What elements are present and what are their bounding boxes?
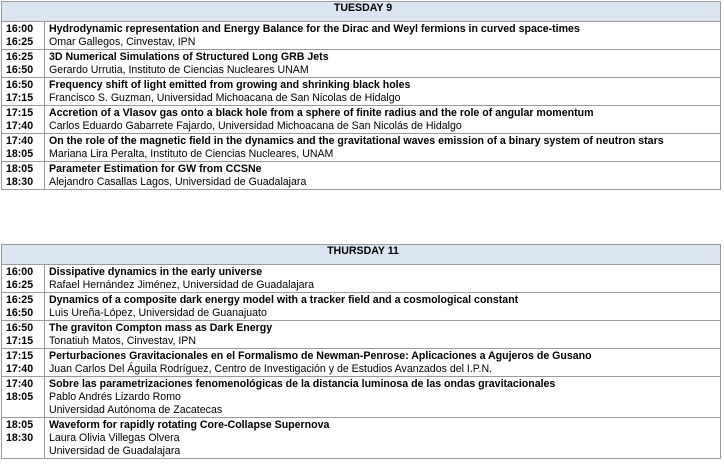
session-row [2,265,721,293]
end-time: 17:40 [6,120,34,132]
day-header-row [2,245,721,265]
end-time: 16:50 [6,64,34,76]
day-title: TUESDAY 9 [2,2,721,22]
tuesday-schedule-table [1,1,721,190]
end-time: 16:25 [6,36,34,48]
session-row [2,106,721,134]
talk-cell [45,162,721,190]
end-time: 18:30 [6,176,34,188]
time-cell [2,377,45,418]
start-time: 17:15 [6,107,34,119]
end-time: 16:50 [6,307,34,319]
end-time: 17:40 [6,363,34,375]
time-cell [2,418,45,459]
talk-speaker: Alejandro Casallas Lagos, Universidad de Guadalajara [49,176,307,188]
talk-title: Dissipative dynamics in the early universe [49,266,263,278]
talk-title: Parameter Estimation for GW from CCSNe [49,163,262,175]
session-row [2,134,721,162]
talk-speaker: Pablo Andrés Lizardo Romo [49,391,181,403]
session-row [2,418,721,459]
session-row [2,162,721,190]
talk-speaker: Rafael Hernández Jiménez, Universidad de Guadalajara [49,279,314,291]
time-cell [2,265,45,293]
time-cell [2,293,45,321]
talk-cell [45,377,721,418]
talk-title: Accretion of a Vlasov gas onto a black hole from a sphere of finite radius and the role of angular momentum [49,107,594,119]
talk-title: Dynamics of a composite dark energy model with a tracker field and a cosmological constant [49,294,519,306]
thursday-schedule-table [1,244,721,459]
time-cell [2,50,45,78]
talk-cell [45,293,721,321]
end-time: 18:30 [6,432,34,444]
end-time: 16:25 [6,279,34,291]
talk-speaker: Laura Olivia Villegas Olvera [49,432,180,444]
talk-speaker: Juan Carlos Del Águila Rodríguez, Centro de Investigación y de Estudios Avanzados del I.P.N. [49,363,493,375]
talk-affiliation: Universidad de Guadalajara [49,445,181,457]
talk-title: Waveform for rapidly rotating Core-Collapse Supernova [49,419,330,431]
start-time: 17:40 [6,135,34,147]
talk-title: The graviton Compton mass as Dark Energy [49,322,273,334]
session-row [2,50,721,78]
time-cell [2,349,45,377]
session-row [2,377,721,418]
start-time: 16:00 [6,266,34,278]
talk-speaker: Carlos Eduardo Gabarrete Fajardo, Universidad Michoacana de San Nicolás de Hidalgo [49,120,462,132]
start-time: 16:50 [6,79,34,91]
talk-cell [45,78,721,106]
talk-cell [45,106,721,134]
session-row [2,349,721,377]
talk-title: On the role of the magnetic field in the dynamics and the gravitational waves emission of a binary system of neutron stars [49,135,664,147]
start-time: 16:00 [6,23,34,35]
session-row [2,293,721,321]
talk-cell [45,418,721,459]
talk-speaker: Mariana Lira Peralta, Instituto de Ciencias Nucleares, UNAM [49,148,334,160]
talk-cell [45,50,721,78]
session-row [2,22,721,50]
time-cell [2,106,45,134]
time-cell [2,22,45,50]
talk-cell [45,349,721,377]
talk-cell [45,134,721,162]
start-time: 16:50 [6,322,34,334]
start-time: 17:15 [6,350,34,362]
talk-title: Hydrodynamic representation and Energy Balance for the Dirac and Weyl fermions in curved space-times [49,23,580,35]
talk-speaker: Omar Gallegos, Cinvestav, IPN [49,36,196,48]
time-cell [2,162,45,190]
session-row [2,78,721,106]
end-time: 18:05 [6,148,34,160]
start-time: 18:05 [6,163,34,175]
start-time: 17:40 [6,378,34,390]
talk-title: Perturbaciones Gravitacionales en el Formalismo de Newman-Penrose: Aplicaciones a Agujeros de Gusano [49,350,592,362]
talk-cell [45,321,721,349]
end-time: 17:15 [6,92,34,104]
talk-speaker: Francisco S. Guzman, Universidad Michoacana de San Nicolas de Hidalgo [49,92,401,104]
time-cell [2,78,45,106]
talk-title: Frequency shift of light emitted from growing and shrinking black holes [49,79,411,91]
talk-affiliation: Universidad Autónoma de Zacatecas [49,404,223,416]
talk-speaker: Gerardo Urrutia, Instituto de Ciencias Nucleares UNAM [49,64,309,76]
day-header-row [2,2,721,22]
talk-speaker: Luis Ureña-López, Universidad de Guanajuato [49,307,267,319]
session-row [2,321,721,349]
start-time: 16:25 [6,51,34,63]
day-title: THURSDAY 11 [2,245,721,265]
talk-title: Sobre las parametrizaciones fenomenológicas de la distancia luminosa de las ondas gravitacionales [49,378,556,390]
talk-cell [45,22,721,50]
start-time: 18:05 [6,419,34,431]
end-time: 17:15 [6,335,34,347]
end-time: 18:05 [6,391,34,403]
time-cell [2,321,45,349]
talk-speaker: Tonatiuh Matos, Cinvestav, IPN [49,335,197,347]
start-time: 16:25 [6,294,34,306]
talk-title: 3D Numerical Simulations of Structured Long GRB Jets [49,51,329,63]
time-cell [2,134,45,162]
talk-cell [45,265,721,293]
